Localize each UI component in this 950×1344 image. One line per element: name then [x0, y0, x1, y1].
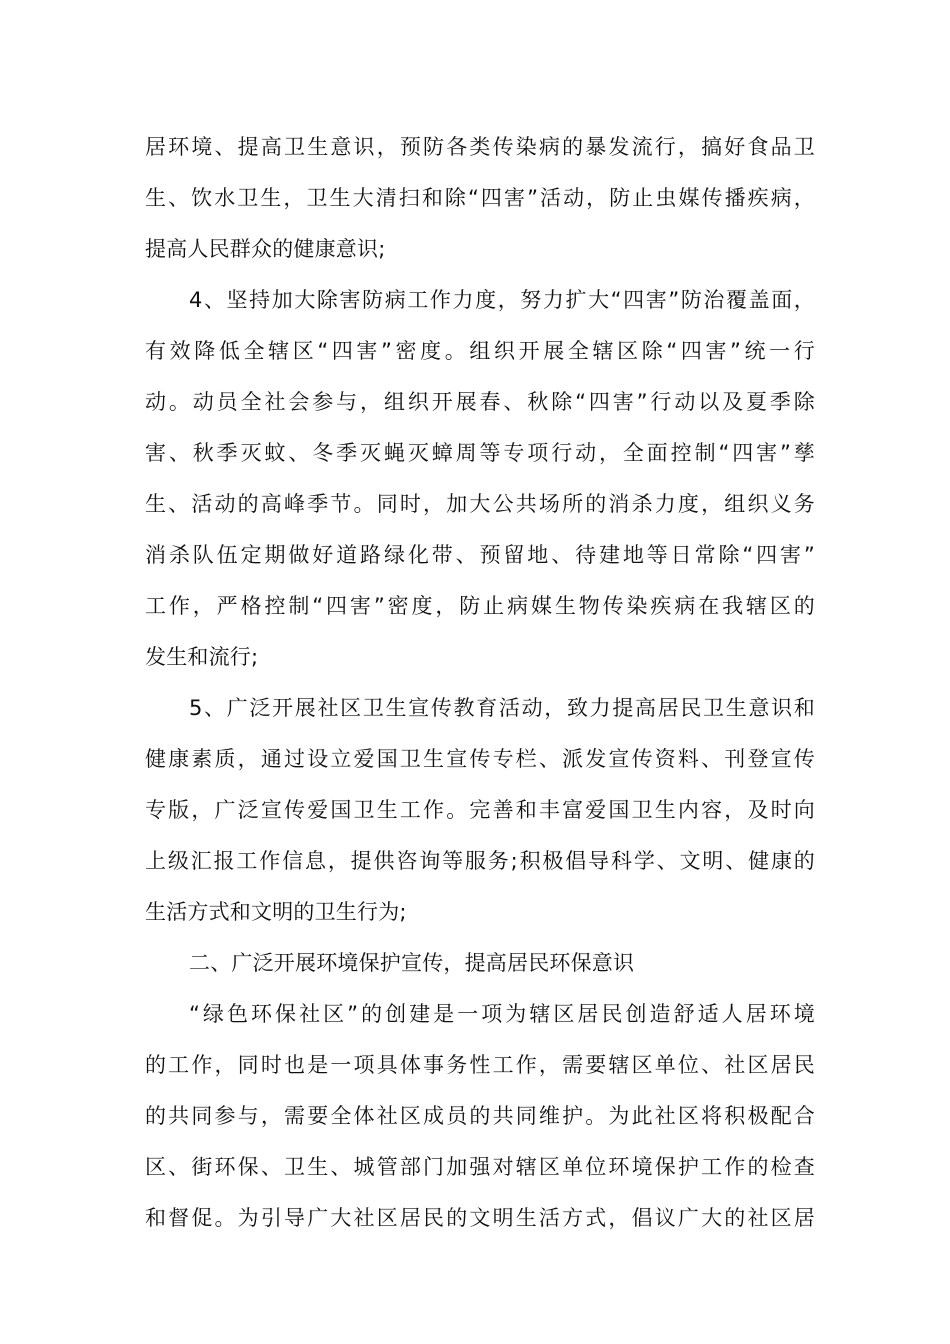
text-line: 提高人民群众的健康意识; — [145, 237, 386, 261]
text-line: 区、街环保、卫生、城管部门加强对辖区单位环境保护工作的检查 — [145, 1155, 815, 1179]
text-line: 消杀队伍定期做好道路绿化带、预留地、待建地等日常除“四害” — [145, 543, 815, 567]
text-line: 生、活动的高峰季节。同时，加大公共场所的消杀力度，组织义务 — [145, 492, 815, 516]
text-line: 生、饮水卫生，卫生大清扫和除“四害”活动，防止虫媒传播疾病， — [145, 186, 815, 210]
body-text — [145, 122, 815, 1244]
text-line: 专版，广泛宣传爱国卫生工作。完善和丰富爱国卫生内容，及时向 — [145, 798, 815, 822]
text-line: 害、秋季灭蚊、冬季灭蝇灭蟑周等专项行动，全面控制“四害”孳 — [145, 441, 815, 465]
text-line: 上级汇报工作信息，提供咨询等服务;积极倡导科学、文明、健康的 — [145, 849, 815, 873]
paragraph-4-first-line: 4、坚持加大除害防病工作力度，努力扩大“四害”防治覆盖面， — [189, 288, 815, 312]
text-line: 发生和流行; — [145, 645, 259, 669]
text-line: 和督促。为引导广大社区居民的文明生活方式，倡议广大的社区居 — [145, 1206, 815, 1230]
section-heading: 二、广泛开展环境保护宣传，提高居民环保意识 — [189, 951, 635, 975]
text-line: 动。动员全社会参与，组织开展春、秋除“四害”行动以及夏季除 — [145, 390, 815, 414]
text-line: 有效降低全辖区“四害”密度。组织开展全辖区除“四害”统一行 — [145, 339, 815, 363]
text-line: 健康素质，通过设立爱国卫生宣传专栏、派发宣传资料、刊登宣传 — [145, 747, 815, 771]
text-line: 工作，严格控制“四害”密度，防止病媒生物传染疾病在我辖区的 — [145, 594, 815, 618]
text-line: 的共同参与，需要全体社区成员的共同维护。为此社区将积极配合 — [145, 1104, 815, 1128]
paragraph-5-first-line: 5、广泛开展社区卫生宣传教育活动，致力提高居民卫生意识和 — [189, 696, 815, 720]
text-line: 生活方式和文明的卫生行为; — [145, 900, 407, 924]
text-line: 的工作，同时也是一项具体事务性工作，需要辖区单位、社区居民 — [145, 1053, 815, 1077]
paragraph-first-line: “绿色环保社区”的创建是一项为辖区居民创造舒适人居环境 — [189, 1002, 815, 1026]
text-line: 居环境、提高卫生意识，预防各类传染病的暴发流行，搞好食品卫 — [145, 135, 815, 159]
